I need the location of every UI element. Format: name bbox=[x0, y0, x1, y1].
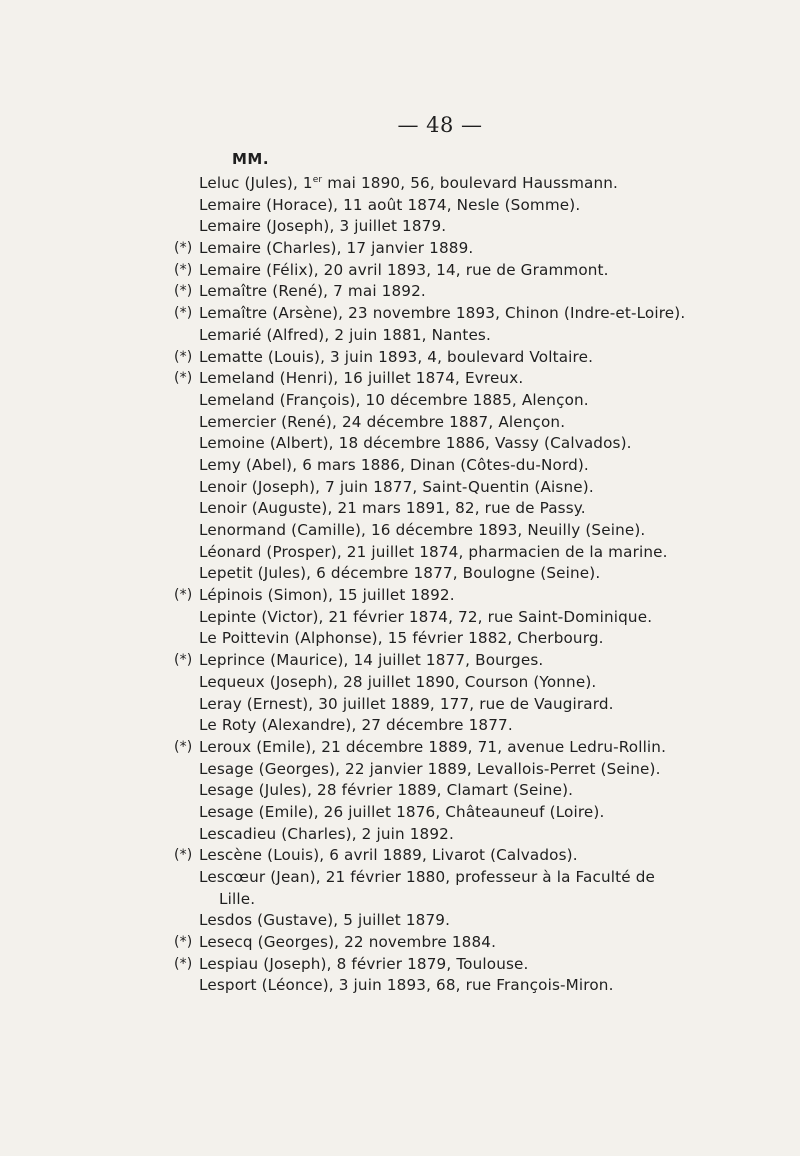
section-heading: MM. bbox=[232, 150, 270, 168]
entry-text: Leray (Ernest), 30 juillet 1889, 177, rue de Vaugirard. bbox=[199, 694, 614, 713]
entry-marker: (*) bbox=[174, 240, 193, 257]
entry-text: Lemoine (Albert), 18 décembre 1886, Vassy (Calvados). bbox=[199, 434, 632, 453]
list-item bbox=[174, 910, 734, 932]
entry-list bbox=[174, 173, 734, 997]
entry-text: Lespiau (Joseph), 8 février 1879, Toulouse. bbox=[199, 954, 529, 973]
list-item bbox=[174, 585, 734, 607]
entry-text: Lenormand (Camille), 16 décembre 1893, Neuilly (Seine). bbox=[199, 521, 646, 539]
list-item bbox=[174, 824, 734, 846]
entry-marker: (*) bbox=[174, 305, 193, 322]
entry-text: Lemaître (Arsène), 23 novembre 1893, Chinon (Indre-et-Loire). bbox=[199, 304, 686, 323]
entry-text: Lemy (Abel), 6 mars 1886, Dinan (Côtes-du-Nord). bbox=[199, 455, 589, 474]
entry-text: Lemaire (Horace), 11 août 1874, Nesle (Somme). bbox=[199, 195, 581, 214]
entry-text: Leroux (Emile), 21 décembre 1889, 71, avenue Ledru-Rollin. bbox=[199, 737, 667, 756]
entry-marker: (*) bbox=[174, 370, 193, 387]
list-item bbox=[174, 889, 734, 911]
entry-text: Lescadieu (Charles), 2 juin 1892. bbox=[199, 824, 454, 843]
list-item bbox=[174, 368, 734, 390]
entry-text: Lesage (Georges), 22 janvier 1889, Levallois-Perret (Seine). bbox=[199, 759, 661, 778]
entry-text: Lesage (Jules), 28 février 1889, Clamart (Seine). bbox=[199, 781, 574, 800]
entry-text: Lemaire (Joseph), 3 juillet 1879. bbox=[199, 217, 447, 236]
entry-marker: (*) bbox=[174, 847, 193, 864]
list-item bbox=[174, 542, 734, 564]
list-item bbox=[174, 607, 734, 629]
list-item bbox=[174, 173, 734, 195]
list-item bbox=[174, 737, 734, 759]
entry-text: Lépinois (Simon), 15 juillet 1892. bbox=[199, 586, 455, 605]
entry-marker: (*) bbox=[174, 934, 193, 951]
entry-text: Leluc (Jules), 1er mai 1890, 56, boulevard Haussmann. bbox=[199, 174, 618, 192]
entry-marker: (*) bbox=[174, 955, 193, 972]
entry-text: Lemeland (François), 10 décembre 1885, Alençon. bbox=[199, 390, 589, 409]
entry-text: Lemaire (Félix), 20 avril 1893, 14, rue de Grammont. bbox=[199, 260, 609, 279]
entry-text: Lesecq (Georges), 22 novembre 1884. bbox=[199, 933, 497, 952]
list-item bbox=[174, 216, 734, 238]
list-item bbox=[174, 281, 734, 303]
entry-text: Le Roty (Alexandre), 27 décembre 1877. bbox=[199, 716, 513, 735]
list-item bbox=[174, 455, 734, 477]
entry-marker: (*) bbox=[174, 587, 193, 604]
entry-text: Lemaire (Charles), 17 janvier 1889. bbox=[199, 239, 474, 258]
list-item bbox=[174, 780, 734, 802]
entry-text: Lesage (Emile), 26 juillet 1876, Châteauneuf (Loire). bbox=[199, 802, 605, 821]
entry-text: Lemaître (René), 7 mai 1892. bbox=[199, 282, 426, 301]
list-item bbox=[174, 650, 734, 672]
list-item bbox=[174, 759, 734, 781]
entry-text: Lenoir (Joseph), 7 juin 1877, Saint-Quentin (Aisne). bbox=[199, 477, 594, 496]
entry-text: Lesdos (Gustave), 5 juillet 1879. bbox=[199, 911, 451, 930]
entry-text: Lesport (Léonce), 3 juin 1893, 68, rue François-Miron. bbox=[199, 976, 614, 995]
list-item bbox=[174, 520, 734, 542]
list-item bbox=[174, 628, 734, 650]
list-item bbox=[174, 715, 734, 737]
list-item bbox=[174, 477, 734, 499]
list-item bbox=[174, 347, 734, 369]
list-item bbox=[174, 802, 734, 824]
list-item bbox=[174, 238, 734, 260]
list-item bbox=[174, 563, 734, 585]
list-item bbox=[174, 845, 734, 867]
list-item bbox=[174, 325, 734, 347]
entry-text: Leprince (Maurice), 14 juillet 1877, Bourges. bbox=[199, 651, 544, 670]
entry-text: Lepinte (Victor), 21 février 1874, 72, rue Saint-Dominique. bbox=[199, 607, 653, 626]
list-item bbox=[174, 260, 734, 282]
list-item bbox=[174, 498, 734, 520]
entry-marker: (*) bbox=[174, 283, 193, 300]
list-item bbox=[174, 954, 734, 976]
list-item bbox=[174, 433, 734, 455]
list-item bbox=[174, 412, 734, 434]
entry-text: Lequeux (Joseph), 28 juillet 1890, Courson (Yonne). bbox=[199, 672, 597, 691]
entry-text: Lescœur (Jean), 21 février 1880, professeur à la Faculté de bbox=[199, 868, 656, 886]
list-item bbox=[174, 390, 734, 412]
list-item bbox=[174, 303, 734, 325]
list-item bbox=[174, 932, 734, 954]
entry-marker: (*) bbox=[174, 738, 193, 755]
list-item bbox=[174, 694, 734, 716]
entry-text: Lemarié (Alfred), 2 juin 1881, Nantes. bbox=[199, 325, 491, 344]
entry-text: Lemercier (René), 24 décembre 1887, Alençon. bbox=[199, 412, 566, 431]
entry-text: Lemeland (Henri), 16 juillet 1874, Evreux. bbox=[199, 369, 524, 388]
list-item bbox=[174, 672, 734, 694]
page-number: — 48 — bbox=[397, 113, 483, 137]
entry-marker: (*) bbox=[174, 261, 193, 278]
entry-text: Lille. bbox=[219, 889, 256, 908]
entry-text: Lescène (Louis), 6 avril 1889, Livarot (Calvados). bbox=[199, 846, 578, 865]
entry-marker: (*) bbox=[174, 348, 193, 365]
list-item bbox=[174, 195, 734, 217]
list-item bbox=[174, 867, 734, 889]
list-item bbox=[174, 975, 734, 997]
entry-text: Lepetit (Jules), 6 décembre 1877, Boulogne (Seine). bbox=[199, 564, 601, 583]
entry-text: Lenoir (Auguste), 21 mars 1891, 82, rue de Passy. bbox=[199, 499, 586, 518]
entry-text: Léonard (Prosper), 21 juillet 1874, pharmacien de la marine. bbox=[199, 542, 668, 561]
entry-marker: (*) bbox=[174, 652, 193, 669]
entry-text: Lematte (Louis), 3 juin 1893, 4, boulevard Voltaire. bbox=[199, 347, 594, 366]
entry-text: Le Poittevin (Alphonse), 15 février 1882, Cherbourg. bbox=[199, 629, 604, 648]
